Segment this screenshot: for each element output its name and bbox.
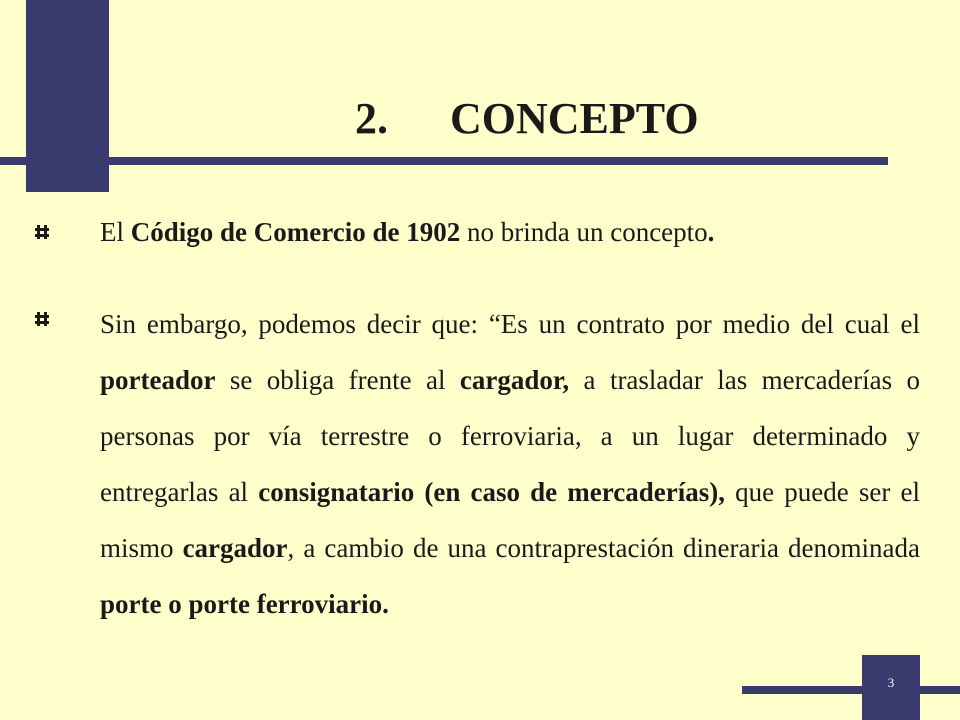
- text-segment: se obliga frente al: [215, 365, 460, 395]
- text-segment: El: [100, 217, 131, 247]
- text-segment: a trasladar las mercaderías o personas por vía terrestre o ferroviaria, a un lugar determinado y entregarlas al: [100, 365, 920, 507]
- bold-segment: consignatario (en caso de mercaderías),: [258, 477, 725, 507]
- bold-segment: cargador,: [459, 365, 570, 395]
- bold-segment: cargador: [182, 533, 288, 563]
- page-number: 3: [887, 675, 895, 690]
- bullet-paragraph-2: [100, 296, 920, 632]
- hash-bullet-icon: [34, 224, 50, 240]
- text-segment: Sin embargo, podemos decir que: “Es un contrato por medio del cual el: [100, 309, 920, 339]
- text-segment: que puede ser el mismo: [100, 477, 920, 563]
- hash-bullet-icon: [34, 311, 50, 327]
- bold-segment: .: [707, 217, 715, 247]
- text-segment: no brinda un concepto: [460, 217, 708, 247]
- bold-segment: porteador: [100, 365, 216, 395]
- bullet-paragraph-1: [100, 214, 920, 250]
- slide-title: [355, 88, 699, 148]
- bold-segment: Código de Comercio de 1902: [130, 217, 461, 247]
- title-number: 2.: [355, 93, 388, 143]
- text-segment: , a cambio de una contraprestación dineraria denominada: [287, 533, 920, 563]
- decorative-line-bottom: [742, 686, 960, 694]
- decorative-line-top: [0, 157, 888, 165]
- title-text: CONCEPTO: [450, 93, 699, 143]
- bold-segment: porte o porte ferroviario.: [100, 589, 389, 619]
